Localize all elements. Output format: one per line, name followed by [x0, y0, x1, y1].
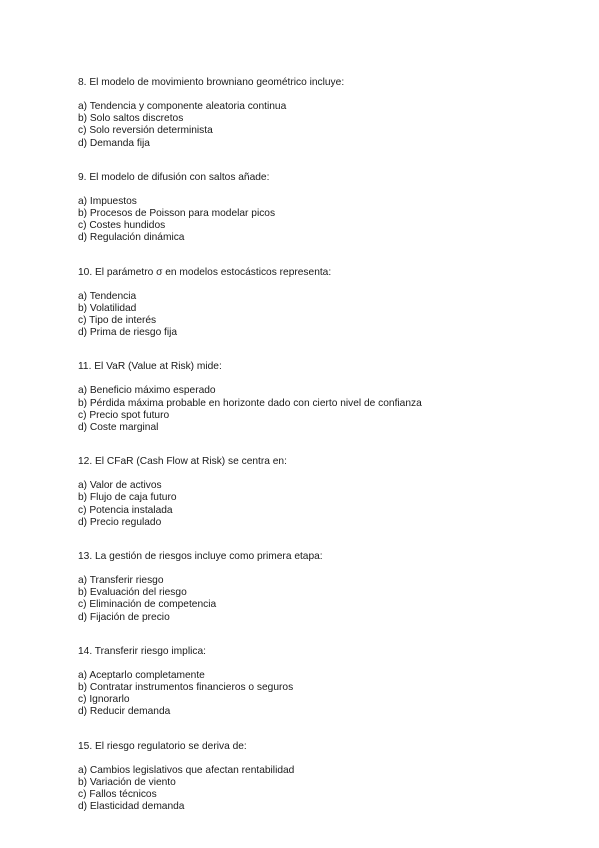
option-d: d) Demanda fija: [78, 137, 150, 149]
option-a: a) Tendencia: [78, 290, 137, 302]
question-13: [78, 551, 578, 624]
option-d: d) Fijación de precio: [78, 611, 170, 623]
option-b: b) Variación de viento: [78, 776, 176, 788]
option-d: d) Elasticidad demanda: [78, 801, 185, 813]
option-d: d) Reducir demanda: [78, 706, 171, 718]
option-d: d) Prima de riesgo fija: [78, 327, 178, 339]
option-b: b) Procesos de Poisson para modelar picos: [78, 208, 276, 220]
option-d: d) Coste marginal: [78, 422, 159, 434]
question-text: 15. El riesgo regulatorio se deriva de:: [78, 740, 247, 752]
option-a: a) Transferir riesgo: [78, 575, 164, 587]
question-14: [78, 646, 578, 719]
option-a: a) Impuestos: [78, 195, 137, 207]
option-b: b) Evaluación del riesgo: [78, 587, 187, 599]
question-text: 9. El modelo de difusión con saltos añade:: [78, 171, 270, 183]
document-page: [78, 77, 578, 836]
option-c: c) Precio spot futuro: [78, 409, 170, 421]
question-12: [78, 456, 578, 529]
option-c: c) Solo reversión determinista: [78, 125, 213, 137]
question-text: 14. Transferir riesgo implica:: [78, 645, 206, 657]
option-b: b) Flujo de caja futuro: [78, 492, 177, 504]
option-d: d) Precio regulado: [78, 516, 162, 528]
option-d: d) Regulación dinámica: [78, 232, 185, 244]
question-11: [78, 361, 578, 434]
option-c: c) Tipo de interés: [78, 315, 157, 327]
option-a: a) Valor de activos: [78, 480, 162, 492]
question-9: [78, 172, 578, 245]
question-8: [78, 77, 578, 150]
question-10: [78, 267, 578, 340]
option-a: a) Tendencia y componente aleatoria continua: [78, 101, 287, 112]
option-a: a) Beneficio máximo esperado: [78, 385, 216, 397]
option-c: c) Costes hundidos: [78, 220, 166, 232]
question-text: 12. El CFaR (Cash Flow at Risk) se centra en:: [78, 456, 287, 468]
option-b: b) Pérdida máxima probable en horizonte dado con cierto nivel de confianza: [78, 397, 422, 409]
option-c: c) Potencia instalada: [78, 504, 173, 516]
option-b: b) Volatilidad: [78, 302, 137, 314]
question-text: 8. El modelo de movimiento browniano geométrico incluye:: [78, 77, 345, 88]
option-c: c) Fallos técnicos: [78, 789, 157, 801]
option-c: c) Eliminación de competencia: [78, 599, 217, 611]
question-15: [78, 741, 578, 814]
question-text: 10. El parámetro σ en modelos estocásticos representa:: [78, 266, 332, 278]
option-a: a) Aceptarlo completamente: [78, 669, 205, 681]
option-b: b) Solo saltos discretos: [78, 113, 184, 125]
question-text: 11. El VaR (Value at Risk) mide:: [78, 361, 222, 373]
option-c: c) Ignorarlo: [78, 694, 130, 706]
option-b: b) Contratar instrumentos financieros o seguros: [78, 682, 294, 694]
option-a: a) Cambios legislativos que afectan rentabilidad: [78, 764, 295, 776]
question-text: 13. La gestión de riesgos incluye como primera etapa:: [78, 551, 323, 563]
